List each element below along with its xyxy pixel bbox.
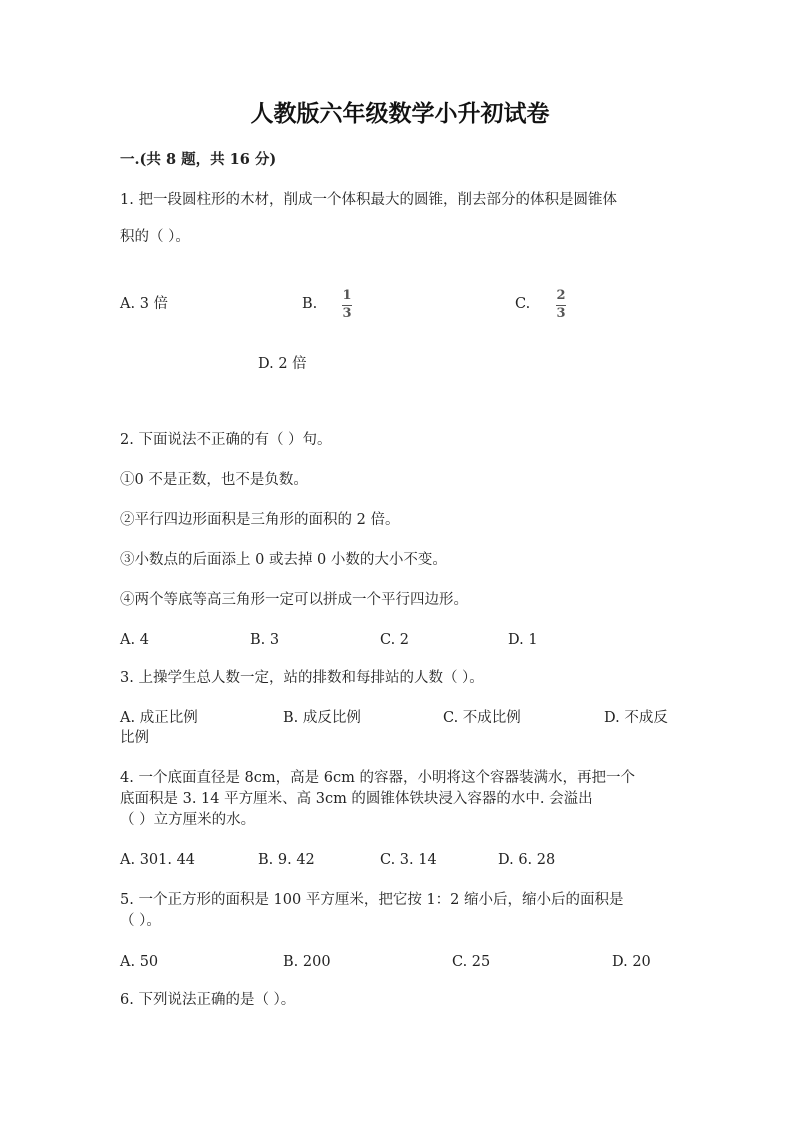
q1-option-a: A. 3 倍	[120, 296, 169, 312]
q2-stem: 2. 下面说法不正确的有（ ）句。	[120, 432, 332, 448]
q2-statement-1: ①0 不是正数，也不是负数。	[120, 472, 308, 488]
q1-option-d: D. 2 倍	[258, 356, 307, 372]
q3-option-b: B. 成反比例	[283, 710, 361, 726]
q1-option-c-numerator: 2	[556, 288, 566, 303]
q1-option-b-numerator: 1	[342, 288, 352, 303]
q2-option-b: B. 3	[250, 632, 280, 648]
q2-option-c: C. 2	[380, 632, 410, 648]
q3-option-d-line2: 比例	[120, 730, 149, 746]
q1-option-c-fraction	[556, 289, 566, 321]
q1-option-b: B.	[302, 296, 318, 312]
q2-statement-3: ③小数点的后面添上 0 或去掉 0 小数的大小不变。	[120, 552, 447, 568]
q5-stem-line2: （ ）。	[120, 913, 161, 929]
q1-option-c: C.	[515, 296, 531, 312]
q1-stem-line1: 1. 把一段圆柱形的木材，削成一个体积最大的圆锥，削去部分的体积是圆锥体	[120, 192, 617, 208]
q6-stem: 6. 下列说法正确的是（ ）。	[120, 992, 296, 1008]
q3-stem: 3. 上操学生总人数一定，站的排数和每排站的人数（ ）。	[120, 670, 484, 686]
q4-stem-line1: 4. 一个底面直径是 8cm，高是 6cm 的容器，小明将这个容器装满水，再把一个	[120, 770, 635, 786]
q5-option-c: C. 25	[452, 954, 491, 970]
section-heading: 一.(共 8 题，共 16 分)	[120, 151, 277, 168]
q3-option-a: A. 成正比例	[120, 710, 198, 726]
q4-stem-line3: （ ）立方厘米的水。	[120, 812, 256, 828]
q4-stem-line2: 底面积是 3. 14 平方厘米、高 3cm 的圆锥体铁块浸入容器的水中. 会溢出	[120, 791, 593, 807]
q5-stem-line1: 5. 一个正方形的面积是 100 平方厘米，把它按 1：2 缩小后，缩小后的面积是	[120, 892, 624, 908]
q4-option-c: C. 3. 14	[380, 852, 437, 868]
q2-statement-2: ②平行四边形面积是三角形的面积的 2 倍。	[120, 512, 400, 528]
q2-statement-4: ④两个等底等高三角形一定可以拼成一个平行四边形。	[120, 592, 468, 608]
q5-option-b: B. 200	[283, 954, 331, 970]
q4-option-a: A. 301. 44	[120, 852, 196, 868]
q3-option-c: C. 不成比例	[443, 710, 521, 726]
q3-option-d-line1: D. 不成反	[604, 710, 668, 726]
q5-option-d: D. 20	[612, 954, 651, 970]
page-title: 人教版六年级数学小升初试卷	[250, 100, 550, 127]
q1-option-b-fraction	[342, 289, 352, 321]
q2-option-a: A. 4	[120, 632, 149, 648]
q1-stem-line2: 积的（ ）。	[120, 229, 190, 245]
q2-option-d: D. 1	[508, 632, 538, 648]
q4-option-d: D. 6. 28	[498, 852, 556, 868]
q1-option-b-denominator: 3	[342, 306, 352, 321]
q1-option-c-denominator: 3	[556, 306, 566, 321]
q4-option-b: B. 9. 42	[258, 852, 315, 868]
q5-option-a: A. 50	[120, 954, 159, 970]
